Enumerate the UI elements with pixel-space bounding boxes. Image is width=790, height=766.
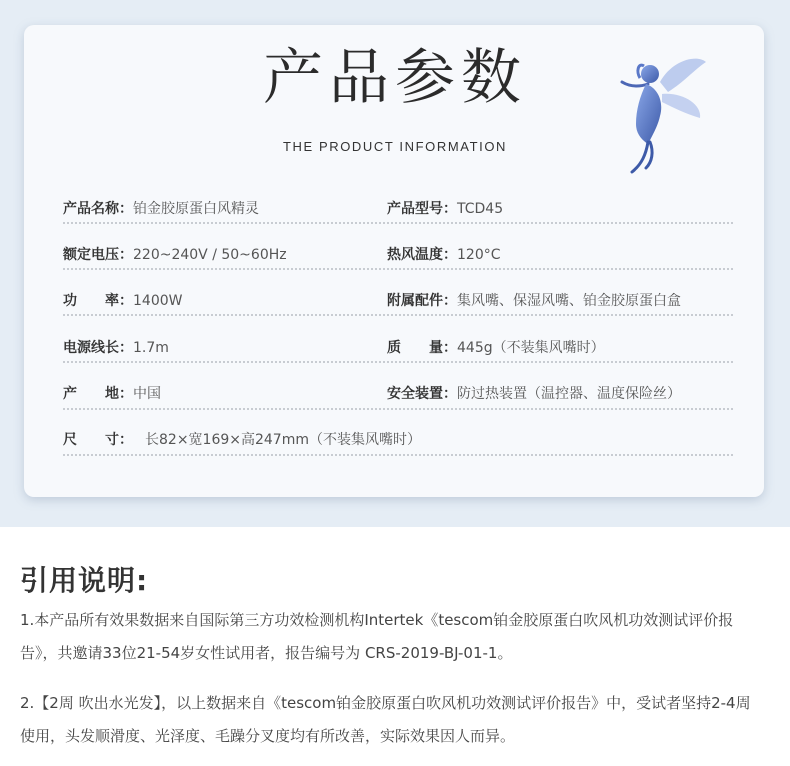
spec-label: 额定电压： (63, 247, 133, 263)
note-1: 1.本产品所有效果数据来自国际第三方功效检测机构Intertek《tescom铂金胶原蛋白吹风机功效测试评价报告》，共邀请33位21-54岁女性试用者，报告编号为 CRS-2019-BJ-01-1。 (20, 611, 734, 662)
spec-label: 功 率： (63, 293, 133, 309)
spec-origin (63, 384, 161, 404)
page-subtitle: THE PRODUCT INFORMATION (282, 139, 508, 154)
spec-value: 1.7m (133, 340, 169, 356)
divider (63, 314, 733, 316)
spec-value: 集风嘴、保湿风嘴、铂金胶原蛋白盒 (457, 293, 681, 309)
spec-label: 产品名称： (63, 201, 133, 217)
spec-cord (63, 338, 169, 358)
divider (63, 361, 733, 363)
spec-weight (387, 338, 605, 358)
spec-value: 1400W (133, 293, 183, 309)
spec-value: 长82×宽169×高247mm（不装集风嘴时） (145, 432, 421, 448)
spec-value: 铂金胶原蛋白风精灵 (133, 201, 259, 217)
spec-label: 电源线长： (63, 340, 133, 356)
spec-label: 热风温度： (387, 247, 457, 263)
spec-value: 445g（不装集风嘴时） (457, 340, 605, 356)
spec-label: 产品型号： (387, 201, 457, 217)
spec-label: 附属配件： (387, 293, 457, 309)
spec-temp (387, 245, 501, 265)
spec-label: 安全装置： (387, 386, 457, 402)
spec-label: 质 量： (387, 340, 457, 356)
divider (63, 408, 733, 410)
spec-label: 尺 寸： (63, 432, 133, 448)
note-2: 2.【2周 吹出水光发】，以上数据来自《tescom铂金胶原蛋白吹风机功效测试评价报告》中，受试者坚持2-4周使用，头发顺滑度、光泽度、毛躁分叉度均有所改善，实际效果因人而异。 (20, 694, 751, 745)
notes-title: 引用说明: (20, 564, 149, 597)
spec-value: TCD45 (457, 201, 504, 217)
spec-name (63, 199, 259, 219)
spec-value: 120°C (457, 247, 501, 263)
spec-accessories (387, 291, 681, 311)
spec-value: 防过热装置（温控器、温度保险丝） (457, 386, 681, 402)
divider (63, 222, 733, 224)
divider (63, 454, 733, 456)
spec-power (63, 291, 182, 311)
page-title: 产品参数 (263, 43, 527, 113)
spec-safety (387, 384, 681, 404)
spec-size (63, 430, 421, 450)
spec-value: 中国 (133, 386, 161, 402)
spec-model (387, 199, 503, 219)
divider (63, 268, 733, 270)
fairy-illustration (602, 52, 712, 177)
spec-voltage (63, 245, 287, 265)
spec-label: 产 地： (63, 386, 133, 402)
spec-value: 220~240V / 50~60Hz (133, 247, 287, 263)
